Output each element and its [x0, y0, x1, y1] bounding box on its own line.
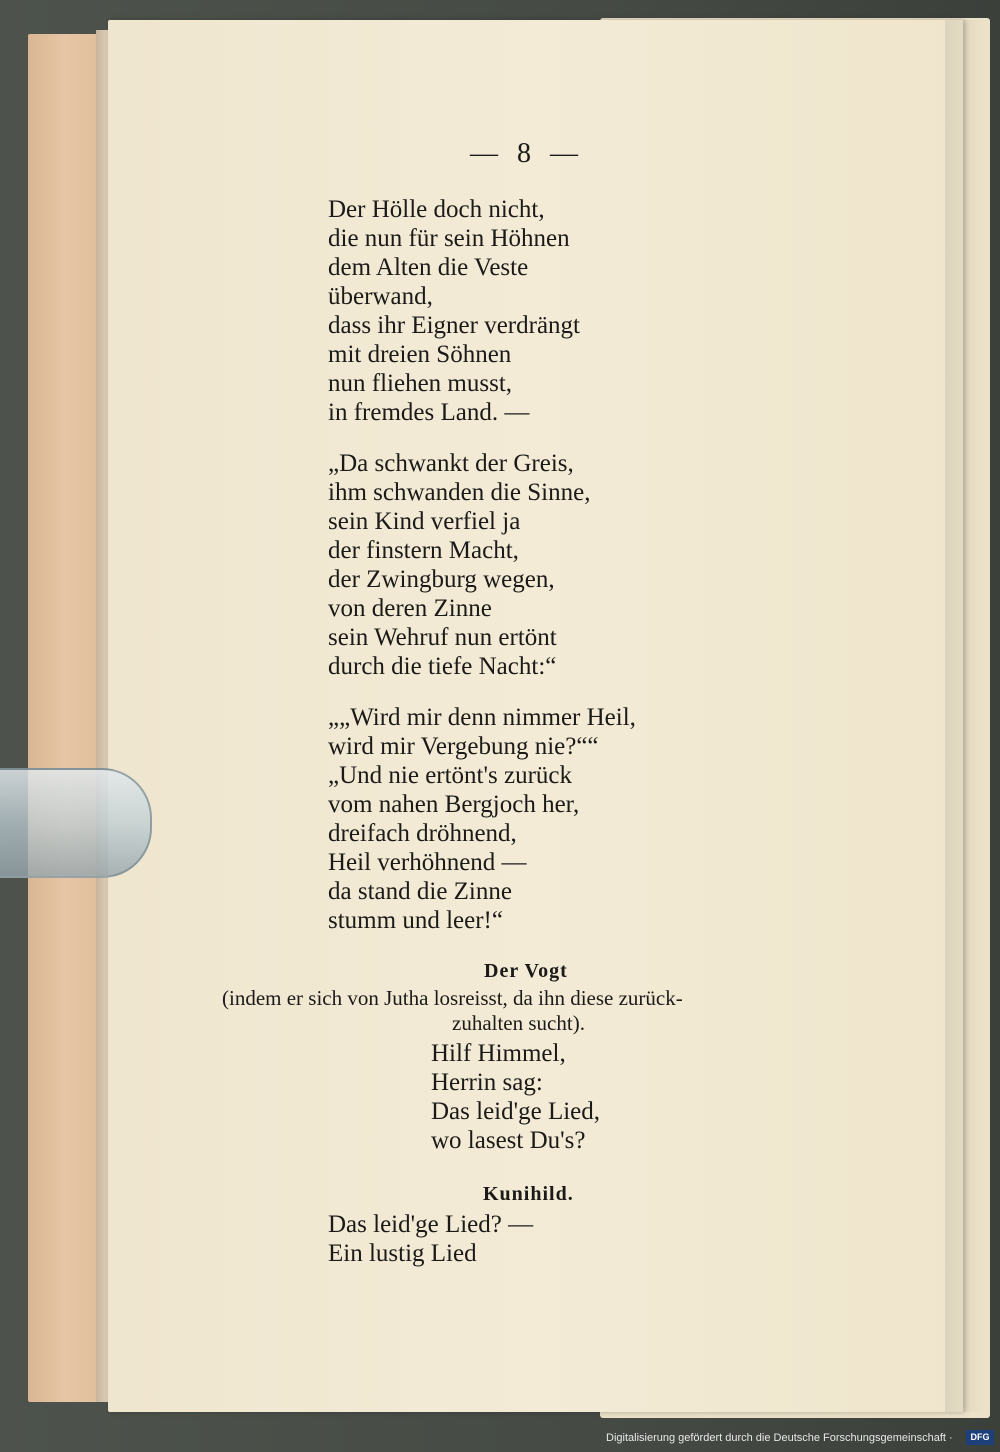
verse-line: nun fliehen musst,: [328, 370, 513, 397]
vogt-speech: [431, 1039, 600, 1155]
dfg-logo: DFG: [966, 1430, 994, 1445]
verse-line: von deren Zinne: [328, 595, 492, 622]
verse-line: Ein lustig Lied: [328, 1240, 477, 1267]
verse-line: in fremdes Land. —: [328, 399, 530, 426]
stanza-2: [328, 449, 590, 681]
verse-line: wird mir Vergebung nie?““: [328, 733, 599, 760]
verse-line: „„Wird mir denn nimmer Heil,: [328, 704, 636, 731]
verse-line: „Da schwankt der Greis,: [328, 450, 574, 477]
digitization-credit: Digitalisierung gefördert durch die Deutsche Forschungsgemeinschaft ·: [606, 1432, 953, 1444]
verse-line: vom nahen Bergjoch her,: [328, 791, 580, 818]
verse-line: sein Wehruf nun ertönt: [328, 624, 557, 651]
verse-line: sein Kind verfiel ja: [328, 508, 521, 535]
verse-line: dreifach dröhnend,: [328, 820, 517, 847]
verse-line: ihm schwanden die Sinne,: [328, 479, 591, 506]
verse-line: „Und nie ertönt's zurück: [328, 762, 573, 789]
verse-line: Herrin sag:: [431, 1069, 543, 1096]
page-number: — 8 —: [470, 138, 584, 169]
verse-line: da stand die Zinne: [328, 878, 512, 905]
stage-direction-line-1: (indem er sich von Jutha losreisst, da ihn diese zurück-: [222, 986, 683, 1010]
verse-line: Der Hölle doch nicht,: [328, 196, 545, 223]
stage-direction-line-2: zuhalten sucht).: [452, 1011, 585, 1035]
verse-line: Heil verhöhnend —: [328, 849, 527, 876]
verse-line: Das leid'ge Lied,: [431, 1098, 601, 1125]
verse-line: der Zwingburg wegen,: [328, 566, 555, 593]
page-gutter-shadow: [945, 20, 985, 1412]
speaker-kunihild: Kunihild.: [483, 1183, 574, 1205]
verse-line: überwand,: [328, 283, 433, 310]
page-holder-clip: [0, 768, 152, 878]
stanza-3: [328, 703, 636, 935]
verse-line: mit dreien Söhnen: [328, 341, 512, 368]
verse-line: die nun für sein Höhnen: [328, 225, 570, 252]
speaker-vogt: Der Vogt: [484, 960, 568, 982]
verse-line: durch die tiefe Nacht:“: [328, 653, 557, 680]
verse-line: Das leid'ge Lied? —: [328, 1211, 534, 1238]
verse-line: wo lasest Du's?: [431, 1127, 586, 1154]
verse-line: Hilf Himmel,: [431, 1040, 566, 1067]
verse-line: dass ihr Eigner verdrängt: [328, 312, 581, 339]
verse-line: stumm und leer!“: [328, 907, 503, 934]
stanza-1: [328, 195, 580, 427]
verse-line: der finstern Macht,: [328, 537, 519, 564]
verse-line: dem Alten die Veste: [328, 254, 529, 281]
kunihild-speech: [328, 1210, 533, 1268]
